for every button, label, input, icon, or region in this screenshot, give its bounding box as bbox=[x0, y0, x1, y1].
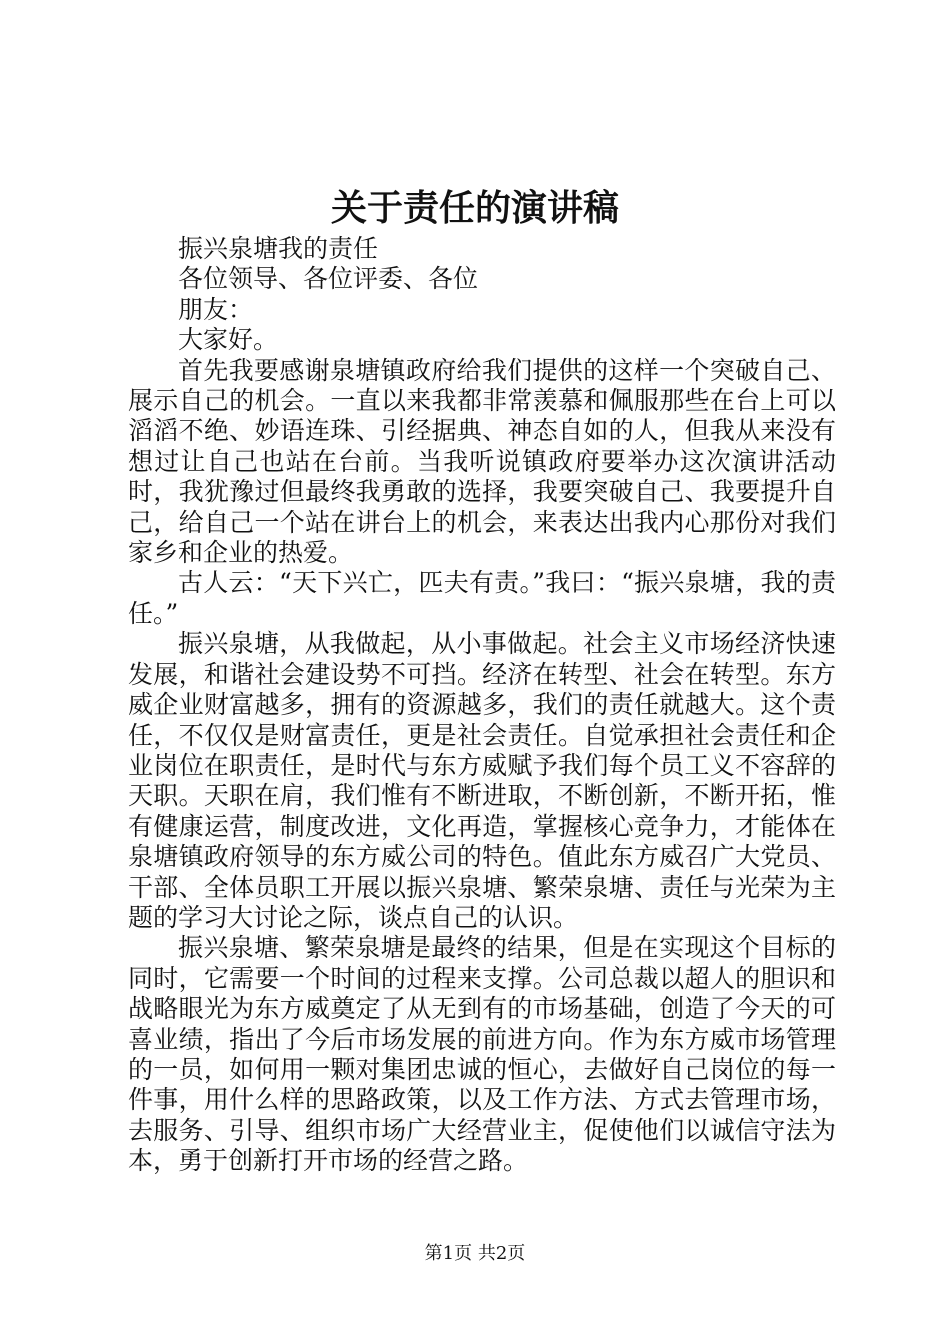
paragraph-salutation-2: 朋友： bbox=[178, 294, 254, 324]
paragraph-salutation-1: 各位领导、各位评委、各位 bbox=[178, 264, 479, 294]
paragraph-intro: 首先我要感谢泉塘镇政府给我们提供的这样一个突破自己、展示自己的机会。一直以来我都非常羡慕和佩服那些在台上可以滔滔不绝、妙语连珠、引经据典、神态自如的人，但我从来没有想过让自己也站在台前。当我听说镇政府要举办这次演讲活动时，我犹豫过但最终我勇敢的选择，我要突破自己、我要提升自己，给自己一个站在讲台上的机会，来表达出我内心那份对我们家乡和企业的热爱。 bbox=[128, 355, 836, 568]
document-title: 关于责任的演讲稿 bbox=[330, 187, 619, 229]
page-footer: 第1页 共2页 bbox=[424, 1243, 526, 1264]
paragraph-responsibility: 振兴泉塘，从我做起，从小事做起。社会主义市场经济快速发展，和谐社会建设势不可挡。经济在转型、社会在转型。东方威企业财富越多，拥有的资源越多，我们的责任就越大。这个责任，不仅仅是财富责任，更是社会责任。自觉承担社会责任和企业岗位在职责任，是时代与东方威赋予我们每个员工义不容辞的天职。天职在肩，我们惟有不断进取，不断创新，不断开拓，惟有健康运营，制度改进，文化再造，掌握核心竞争力，才能体在泉塘镇政府领导的东方威公司的特色。值此东方威召广大党员、干部、全体员职工开展以振兴泉塘、繁荣泉塘、责任与光荣为主题的学习大讨论之际，谈点自己的认识。 bbox=[128, 629, 836, 932]
paragraph-goal: 振兴泉塘、繁荣泉塘是最终的结果，但是在实现这个目标的同时，它需要一个时间的过程来支撑。公司总裁以超人的胆识和战略眼光为东方威奠定了从无到有的市场基础，创造了今天的可喜业绩，指出了今后市场发展的前进方向。作为东方威市场管理的一员，如何用一颗对集团忠诚的恒心，去做好自己岗位的每一件事，用什么样的思路政策，以及工作方法、方式去管理市场，去服务、引导、组织市场广大经营业主，促使他们以诚信守法为本，勇于创新打开市场的经营之路。 bbox=[128, 933, 836, 1176]
document-body bbox=[128, 234, 836, 1177]
paragraph-greeting: 大家好。 bbox=[178, 325, 279, 355]
paragraph-subtitle: 振兴泉塘我的责任 bbox=[178, 234, 379, 263]
paragraph-quote: 古人云：“天下兴亡，匹夫有责。”我曰：“振兴泉塘，我的责任。” bbox=[128, 568, 836, 628]
